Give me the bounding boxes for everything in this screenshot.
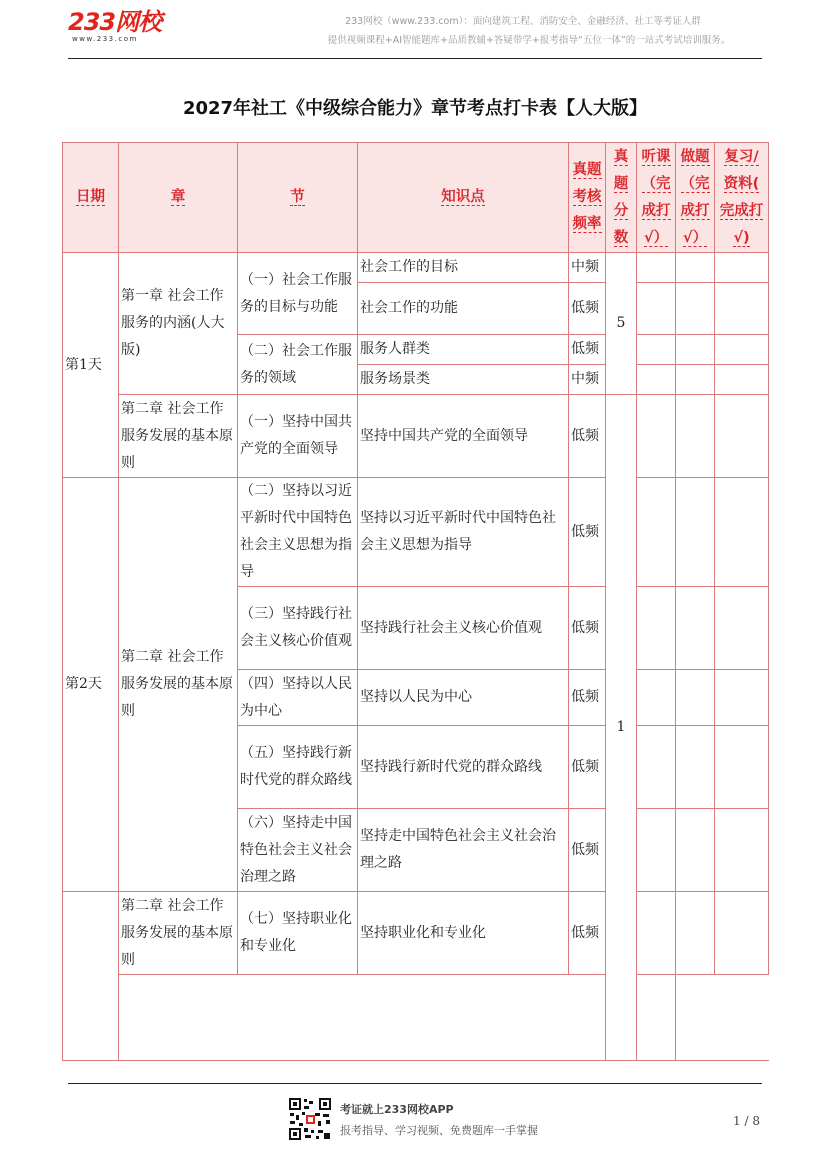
practice-check-cell[interactable]	[676, 253, 715, 283]
table-row-continuation	[63, 975, 769, 1061]
tagline-line-1: 233网校（www.233.com）：面向建筑工程、消防安全、金融经济、社工等考证人群	[345, 16, 701, 27]
practice-check-cell[interactable]	[676, 395, 715, 478]
point-cell: 社会工作的功能	[358, 283, 569, 335]
point-cell: 坚持走中国特色社会主义社会治理之路	[358, 809, 569, 892]
score-cell: 5	[606, 253, 637, 395]
review-check-cell[interactable]	[715, 670, 769, 726]
header-date: 日期	[63, 143, 119, 253]
footer-app-features: 报考指导、学习视频、免费题库一手掌握	[340, 1124, 538, 1137]
table-row	[63, 395, 769, 478]
chapter-cell: 第二章 社会工作服务发展的基本原则	[119, 478, 238, 892]
table-row	[63, 253, 769, 283]
freq-cell: 中频	[569, 365, 606, 395]
listen-check-cell[interactable]	[637, 809, 676, 892]
practice-check-cell[interactable]	[676, 283, 715, 335]
page-footer	[0, 1092, 830, 1152]
listen-check-cell[interactable]	[637, 253, 676, 283]
freq-cell: 低频	[569, 478, 606, 587]
header-section: 节	[238, 143, 358, 253]
practice-check-cell[interactable]	[676, 809, 715, 892]
section-cell: （四）坚持以人民为中心	[238, 670, 358, 726]
checkin-table	[62, 142, 769, 1061]
listen-check-cell[interactable]	[637, 395, 676, 478]
point-cell: 坚持以习近平新时代中国特色社会主义思想为指导	[358, 478, 569, 587]
freq-cell: 低频	[569, 809, 606, 892]
header-frequency: 真题 考核 频率	[569, 143, 606, 253]
logo-url: www.233.com	[72, 35, 138, 43]
review-check-cell[interactable]	[715, 253, 769, 283]
section-cell: （二）社会工作服务的领域	[238, 335, 358, 395]
practice-check-cell[interactable]	[676, 726, 715, 809]
freq-cell: 低频	[569, 892, 606, 975]
practice-check-cell[interactable]	[676, 335, 715, 365]
header-practice: 做题 （完 成打 √）	[676, 143, 715, 253]
chapter-cell: 第二章 社会工作服务发展的基本原则	[119, 395, 238, 478]
chapter-cell: 第一章 社会工作服务的内涵(人大版)	[119, 253, 238, 395]
listen-check-cell[interactable]	[637, 335, 676, 365]
freq-cell: 低频	[569, 587, 606, 670]
freq-cell: 低频	[569, 283, 606, 335]
review-check-cell[interactable]	[715, 395, 769, 478]
tagline-line-2: 提供视频课程+AI智能题库+品质教辅+答疑带学+报考指导“五位一体”的一站式考试培训服务。	[327, 35, 731, 46]
point-cell: 坚持践行新时代党的群众路线	[358, 726, 569, 809]
review-check-cell[interactable]	[715, 283, 769, 335]
page-header	[0, 0, 830, 60]
section-cell: （一）坚持中国共产党的全面领导	[238, 395, 358, 478]
freq-cell: 低频	[569, 726, 606, 809]
continuation-checks	[676, 975, 769, 1061]
section-cell: （一）社会工作服务的目标与功能	[238, 253, 358, 335]
section-cell: （七）坚持职业化和专业化	[238, 892, 358, 975]
section-cell: （二）坚持以习近平新时代中国特色社会主义思想为指导	[238, 478, 358, 587]
day-cell	[63, 892, 119, 1061]
chapter-cell: 第二章 社会工作服务发展的基本原则	[119, 892, 238, 975]
document-title: 2027年社工《中级综合能力》章节考点打卡表【人大版】	[182, 98, 648, 119]
freq-cell: 低频	[569, 395, 606, 478]
continuation-score	[637, 975, 676, 1061]
table-row	[63, 478, 769, 587]
listen-check-cell[interactable]	[637, 283, 676, 335]
continuation-blank	[119, 975, 606, 1061]
point-cell: 服务场景类	[358, 365, 569, 395]
header-review: 复习/ 资料( 完成打 √)	[715, 143, 769, 253]
header-listen: 听课 （完 成打 √）	[637, 143, 676, 253]
score-cell: 1	[606, 395, 637, 1061]
point-cell: 坚持职业化和专业化	[358, 892, 569, 975]
qr-code-icon	[288, 1097, 332, 1141]
listen-check-cell[interactable]	[637, 670, 676, 726]
logo-text: 233网校	[68, 8, 162, 36]
page-number: 1 / 8	[733, 1114, 760, 1128]
footer-app-slogan: 考证就上233网校APP	[340, 1103, 454, 1116]
point-cell: 坚持以人民为中心	[358, 670, 569, 726]
review-check-cell[interactable]	[715, 892, 769, 975]
listen-check-cell[interactable]	[637, 365, 676, 395]
practice-check-cell[interactable]	[676, 365, 715, 395]
listen-check-cell[interactable]	[637, 478, 676, 587]
freq-cell: 低频	[569, 670, 606, 726]
day-cell: 第2天	[63, 478, 119, 892]
practice-check-cell[interactable]	[676, 587, 715, 670]
review-check-cell[interactable]	[715, 478, 769, 587]
header-point: 知识点	[358, 143, 569, 253]
table-header-row	[63, 143, 769, 253]
listen-check-cell[interactable]	[637, 726, 676, 809]
review-check-cell[interactable]	[715, 365, 769, 395]
practice-check-cell[interactable]	[676, 670, 715, 726]
header-score: 真 题 分 数	[606, 143, 637, 253]
section-cell: （五）坚持践行新时代党的群众路线	[238, 726, 358, 809]
header-tagline	[288, 12, 758, 50]
listen-check-cell[interactable]	[637, 892, 676, 975]
section-cell: （六）坚持走中国特色社会主义社会治理之路	[238, 809, 358, 892]
review-check-cell[interactable]	[715, 335, 769, 365]
freq-cell: 低频	[569, 335, 606, 365]
practice-check-cell[interactable]	[676, 478, 715, 587]
header-divider	[68, 58, 762, 59]
review-check-cell[interactable]	[715, 726, 769, 809]
review-check-cell[interactable]	[715, 587, 769, 670]
footer-divider	[68, 1083, 762, 1084]
point-cell: 坚持践行社会主义核心价值观	[358, 587, 569, 670]
section-cell: （三）坚持践行社会主义核心价值观	[238, 587, 358, 670]
point-cell: 服务人群类	[358, 335, 569, 365]
day-cell: 第1天	[63, 253, 119, 478]
header-chapter: 章	[119, 143, 238, 253]
brand-logo	[68, 10, 161, 43]
freq-cell: 中频	[569, 253, 606, 283]
point-cell: 坚持中国共产党的全面领导	[358, 395, 569, 478]
point-cell: 社会工作的目标	[358, 253, 569, 283]
review-check-cell[interactable]	[715, 809, 769, 892]
practice-check-cell[interactable]	[676, 892, 715, 975]
table-row	[63, 892, 769, 975]
listen-check-cell[interactable]	[637, 587, 676, 670]
